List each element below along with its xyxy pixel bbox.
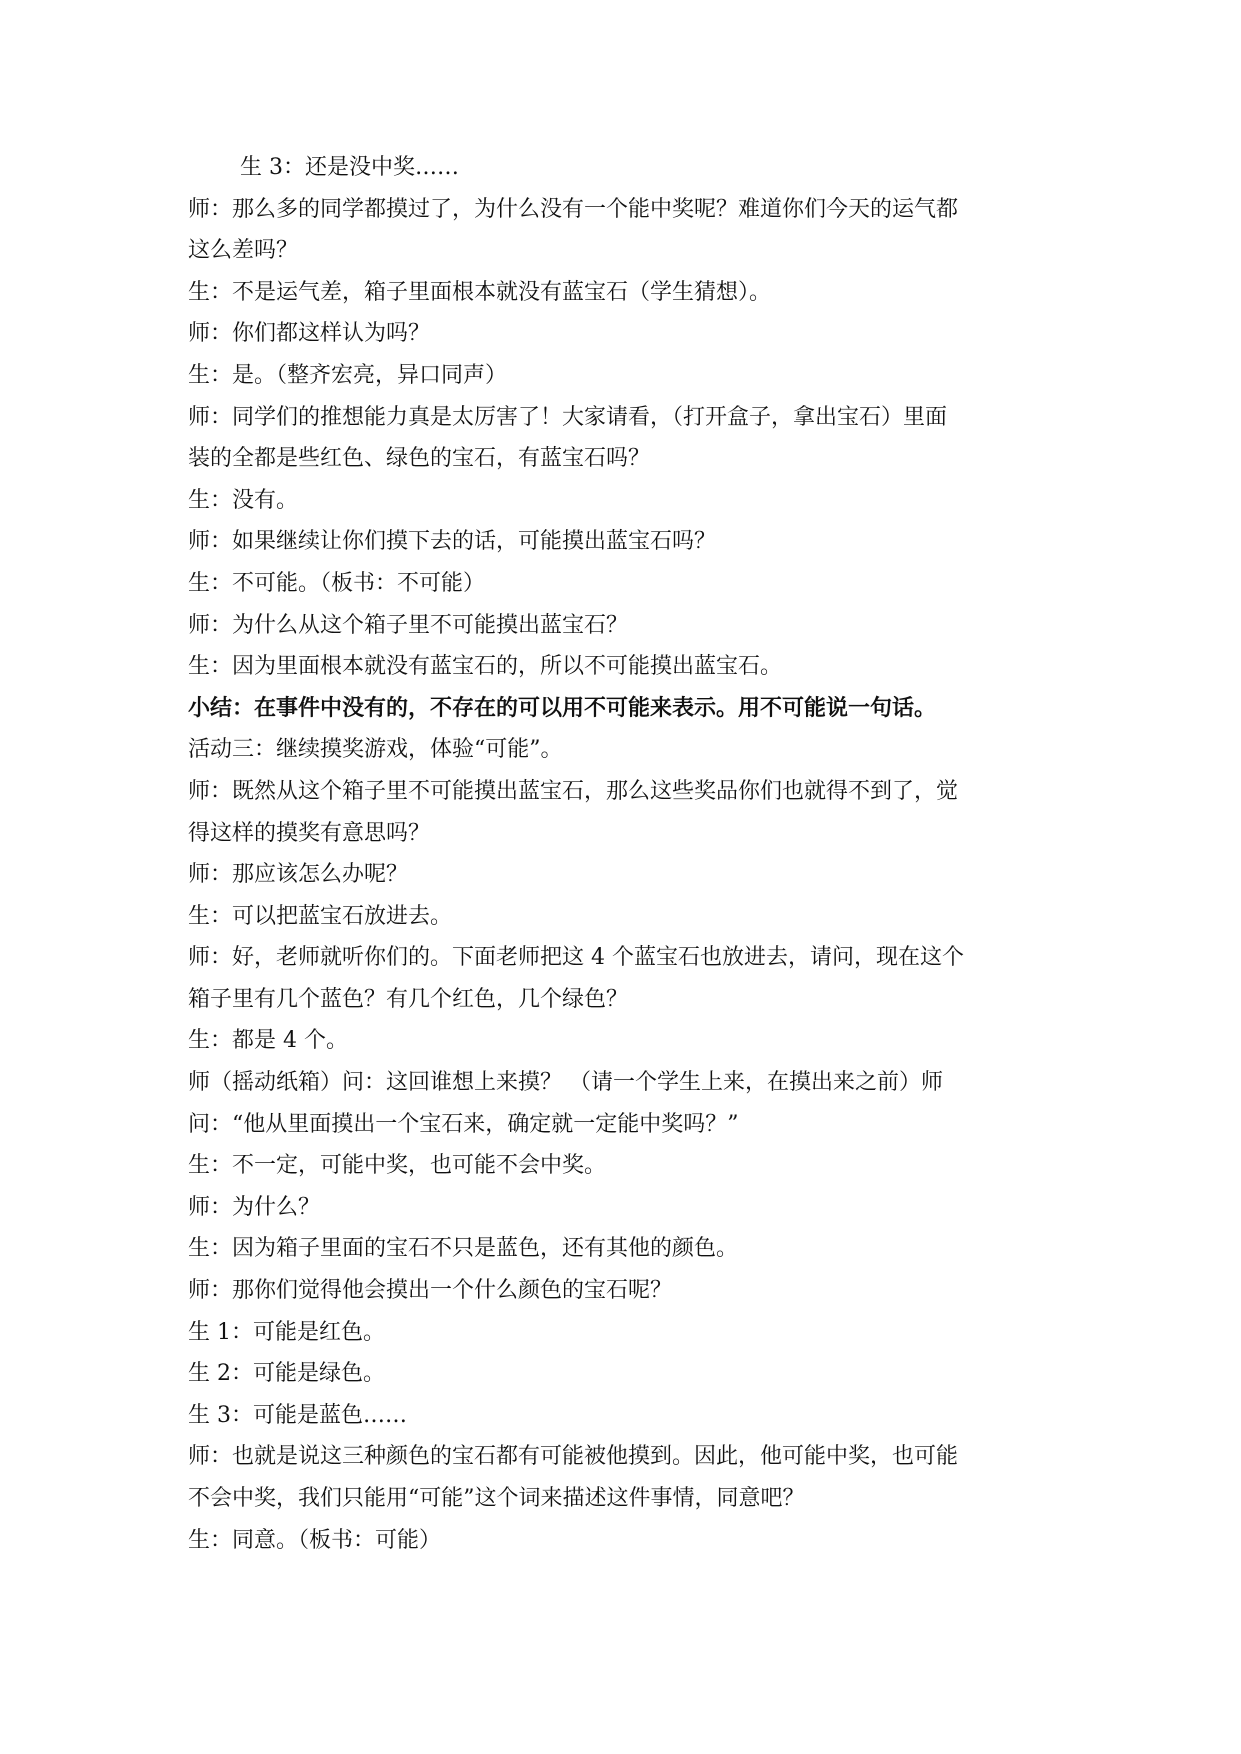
text-line: 生 3：还是没中奖…… xyxy=(240,155,459,180)
text-line: 师：也就是说这三种颜色的宝石都有可能被他摸到。因此，他可能中奖，也可能 xyxy=(188,1444,959,1470)
text-line: 不会中奖，我们只能用“可能”这个词来描述这件事情，同意吧？ xyxy=(188,1486,805,1511)
text-line: 得这样的摸奖有意思吗？ xyxy=(188,820,431,846)
text-line: 师（摇动纸箱）问：这回谁想上来摸？ （请一个学生上来，在摸出来之前）师 xyxy=(188,1070,943,1096)
text-line: 生 2：可能是绿色。 xyxy=(188,1361,385,1387)
text-line: 生：是。（整齐宏亮，异口同声） xyxy=(188,362,508,388)
text-line: 生：可以把蓝宝石放进去。 xyxy=(188,903,453,929)
text-line: 师：那你们觉得他会摸出一个什么颜色的宝石呢？ xyxy=(188,1278,673,1304)
text-line: 生：同意。（板书：可能） xyxy=(188,1527,442,1553)
text-line: 师：你们都这样认为吗？ xyxy=(188,321,431,347)
text-line: 师：为什么从这个箱子里不可能摸出蓝宝石？ xyxy=(188,612,629,638)
text-line: 师：那么多的同学都摸过了，为什么没有一个能中奖呢？难道你们今天的运气都 xyxy=(188,196,959,222)
text-line: 生：因为箱子里面的宝石不只是蓝色，还有其他的颜色。 xyxy=(188,1236,739,1262)
text-line: 师：如果继续让你们摸下去的话，可能摸出蓝宝石吗？ xyxy=(188,529,717,555)
text-line: 师：既然从这个箱子里不可能摸出蓝宝石，那么这些奖品你们也就得不到了，觉 xyxy=(188,778,959,804)
text-line: 生：因为里面根本就没有蓝宝石的，所以不可能摸出蓝宝石。 xyxy=(188,654,783,680)
text-line: 生 3：可能是蓝色…… xyxy=(188,1402,407,1428)
text-line: 问：“他从里面摸出一个宝石来，确定就一定能中奖吗？” xyxy=(188,1111,739,1137)
text-line: 师：为什么？ xyxy=(188,1194,321,1220)
summary-line: 小结：在事件中没有的，不存在的可以用不可能来表示。用不可能说一句话。 xyxy=(188,694,937,721)
text-line: 生：不是运气差，箱子里面根本就没有蓝宝石（学生猜想）。 xyxy=(188,279,772,305)
text-line: 生：不一定，可能中奖，也可能不会中奖。 xyxy=(188,1153,607,1179)
text-line: 生：都是 4 个。 xyxy=(188,1028,348,1054)
text-line: 箱子里有几个蓝色？有几个红色，几个绿色？ xyxy=(188,986,629,1012)
text-line: 生 1：可能是红色。 xyxy=(188,1319,385,1345)
document-body xyxy=(188,147,1058,1561)
text-line: 生：不可能。（板书：不可能） xyxy=(188,570,486,596)
text-line: 师：好，老师就听你们的。下面老师把这 4 个蓝宝石也放进去，请问，现在这个 xyxy=(188,945,964,971)
text-line: 生：没有。 xyxy=(188,487,299,513)
text-line: 这么差吗？ xyxy=(188,238,299,264)
text-line: 师：那应该怎么办呢？ xyxy=(188,862,409,888)
text-line: 活动三：继续摸奖游戏，体验“可能”。 xyxy=(188,737,563,763)
text-line: 装的全都是些红色、绿色的宝石，有蓝宝石吗？ xyxy=(188,446,651,472)
text-line: 师：同学们的推想能力真是太厉害了！大家请看，（打开盒子，拿出宝石）里面 xyxy=(188,404,948,430)
